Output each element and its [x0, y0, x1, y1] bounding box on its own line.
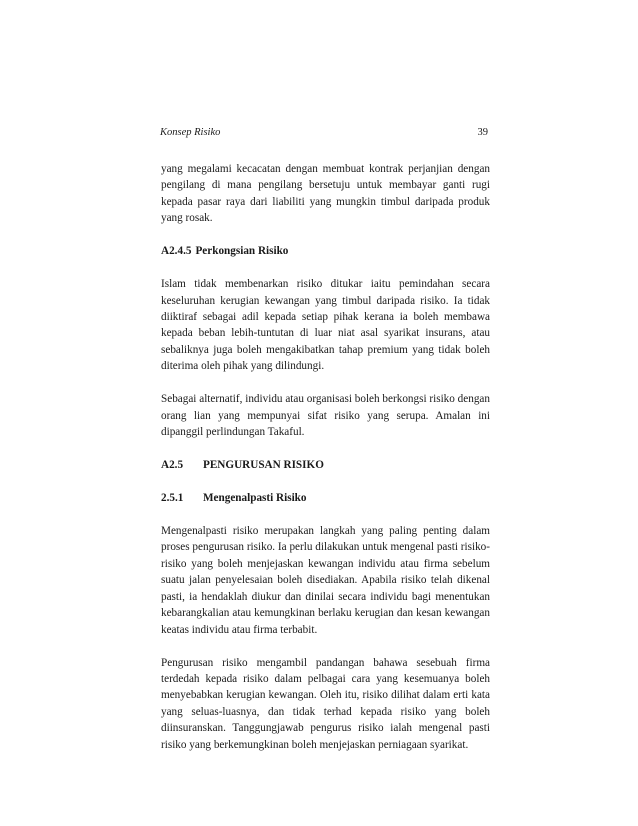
heading-pengurusan-risiko	[161, 457, 490, 473]
heading-perkongsian-risiko	[161, 243, 490, 259]
paragraph-pengurusan: Pengurusan risiko mengambil pandangan bahawa sesebuah firma terdedah kepada risiko dalam pelbagai cara yang kesemuanya boleh menyebabkan kerugian kewangan. Oleh itu, risiko dilihat dalam erti kata yang seluas-luasnya, dan tidak terhad kepada risiko yang boleh diinsuranskan. Tanggungjawab pengurus risiko ialah mengenal pasti risiko yang berkemungkinan boleh menjejaskan perniagaan syarikat.	[161, 656, 490, 751]
running-head-title: Konsep Risiko	[160, 127, 221, 138]
section-title: PENGURUSAN RISIKO	[203, 459, 324, 472]
paragraph-alternatif: Sebagai alternatif, individu atau organisasi boleh berkongsi risiko dengan orang lian yang mempunyai sifat risiko yang serupa. Amalan ini dipanggil perlindungan Takaful.	[161, 393, 490, 439]
running-head	[160, 127, 490, 141]
body-text	[161, 161, 490, 770]
section-title: Mengenalpasti Risiko	[203, 492, 307, 505]
page-number: 39	[477, 127, 488, 138]
section-number: A2.4.5	[161, 245, 192, 258]
section-number: 2.5.1	[161, 492, 184, 505]
section-number: A2.5	[161, 459, 184, 472]
paragraph-islam: Islam tidak membenarkan risiko ditukar iaitu pemindahan secara keseluruhan kerugian kewangan yang timbul daripada risiko. Ia tidak diiktiraf sebagai adil kepada setiap pihak kerana ia boleh membawa kepada beban lebih-tuntutan di luar niat asal syarikat insurans, atau sebaliknya juga boleh mengakibatkan tahap premium yang tidak boleh diterima oleh pihak yang dilindungi.	[161, 278, 490, 373]
paragraph-continuation: yang megalami kecacatan dengan membuat kontrak perjanjian dengan pengilang di mana pengilang bersetuju untuk membayar ganti rugi kepada pasar raya dari liabiliti yang mungkin timbul daripada produk yang rosak.	[161, 163, 490, 225]
heading-mengenalpasti-risiko	[161, 490, 490, 506]
section-title: Perkongsian Risiko	[195, 245, 289, 258]
paragraph-mengenalpasti: Mengenalpasti risiko merupakan langkah yang paling penting dalam proses pengurusan risiko. Ia perlu dilakukan untuk mengenal pasti risiko-risiko yang boleh menjejaskan kewangan individu atau firma sebelum suatu jalan penyelesaian boleh disediakan. Apabila risiko telah dikenal pasti, ia hendaklah diukur dan dinilai secara individu bagi menentukan kebarangkalian atau kemungkinan berlaku kerugian dan kesan kewangan keatas individu atau firma terbabit.	[161, 525, 490, 636]
